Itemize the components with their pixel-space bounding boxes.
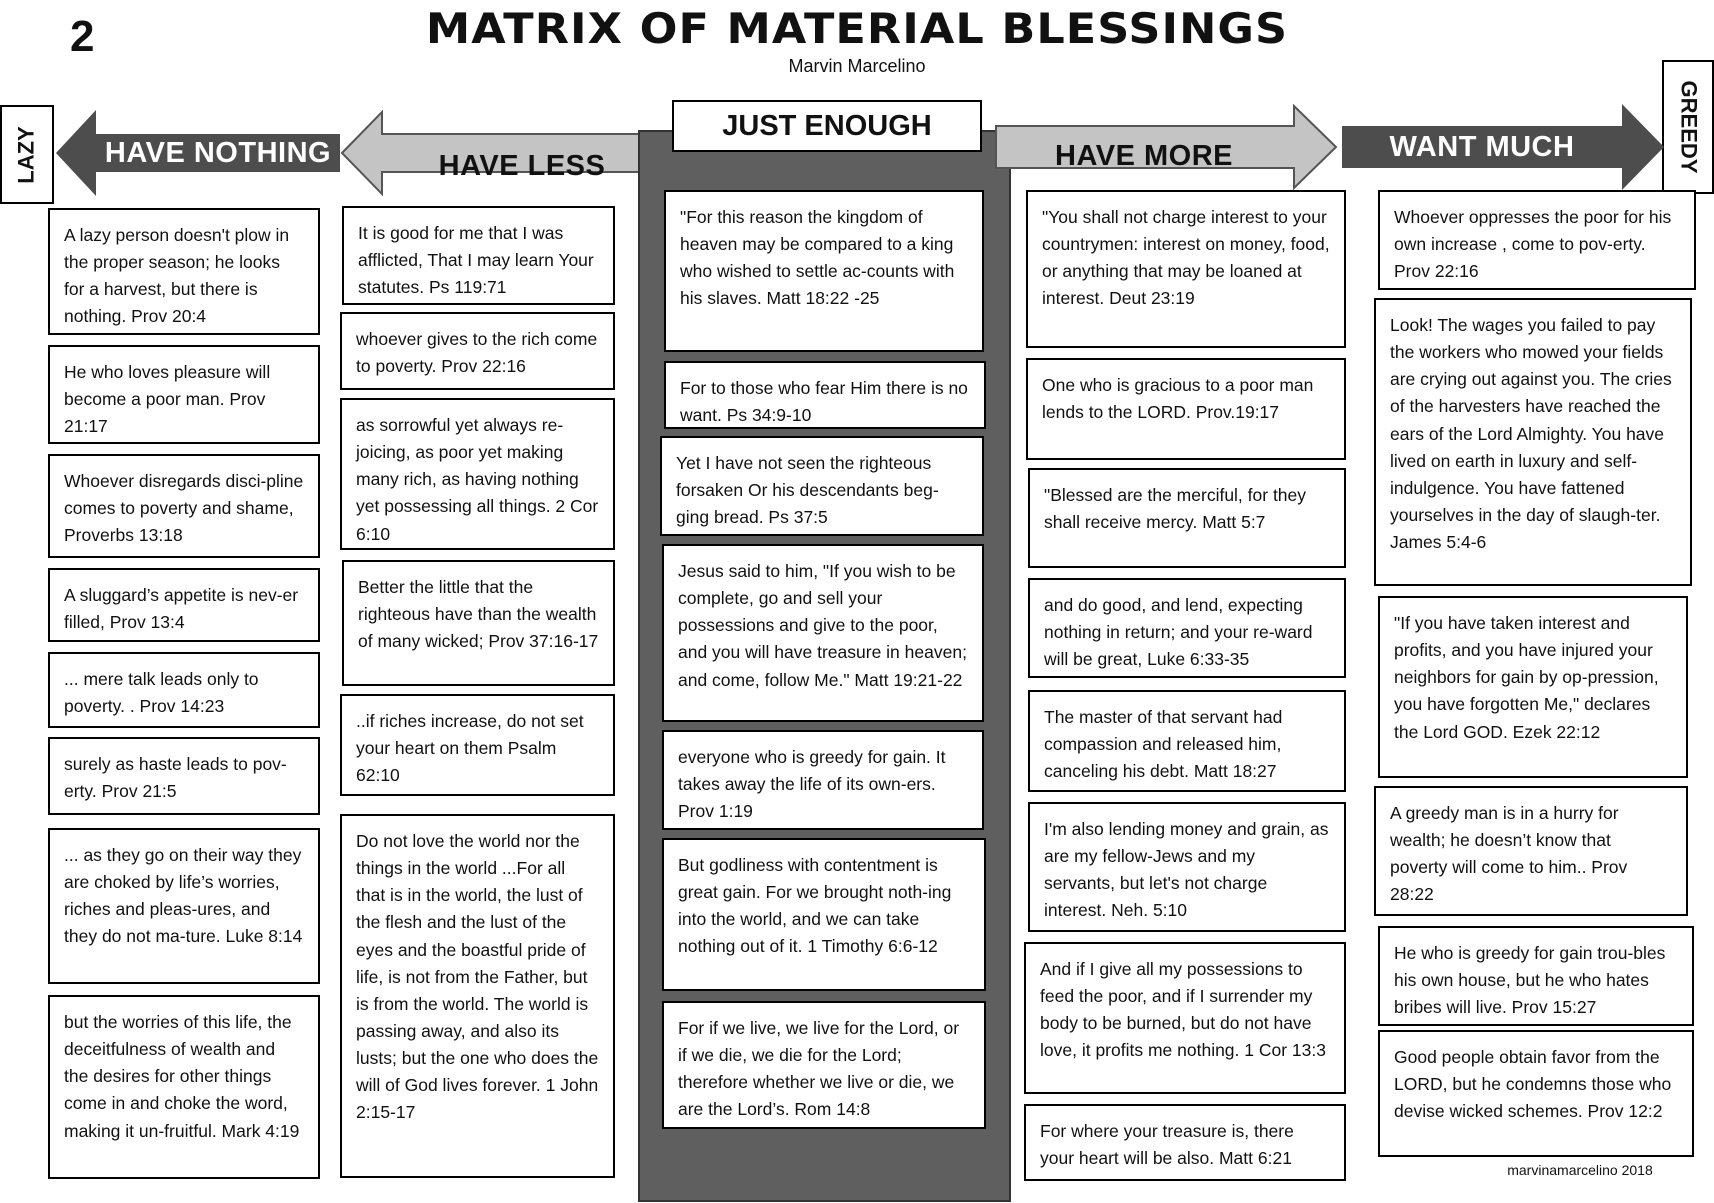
have-nothing-item: He who loves pleasure will become a poor man. Prov 21:17 [48, 345, 320, 444]
have-less-item: as sorrowful yet always re-joicing, as poor yet making many rich, as having nothing yet possessing all things. 2 Cor 6:10 [340, 398, 615, 550]
just-enough-item: For to those who fear Him there is no want. Ps 34:9-10 [664, 361, 986, 429]
have-nothing-item: surely as haste leads to pov-erty. Prov 21:5 [48, 737, 320, 815]
have-nothing-item: A lazy person doesn't plow in the proper season; he looks for a harvest, but there is nothing. Prov 20:4 [48, 208, 320, 335]
have-less-item: ..if riches increase, do not set your heart on them Psalm 62:10 [340, 694, 615, 796]
just-enough-item: "For this reason the kingdom of heaven may be compared to a king who wished to settle ac-counts with his slaves. Matt 18:22 -25 [664, 190, 984, 352]
want-much-item: Whoever oppresses the poor for his own increase , come to pov-erty. Prov 22:16 [1378, 190, 1696, 290]
have-nothing-item: ... as they go on their way they are choked by life’s worries, riches and pleas-ures, and they do not ma-ture. Luke 8:14 [48, 828, 320, 984]
just-enough-item: everyone who is greedy for gain. It takes away the life of its own-ers. Prov 1:19 [662, 730, 984, 830]
just-enough-item: Jesus said to him, "If you wish to be complete, go and sell your possessions and give to the poor, and you will have treasure in heaven; and come, follow Me." Matt 19:21-22 [662, 544, 984, 722]
want-much-arrow [1342, 104, 1664, 190]
have-nothing-item: Whoever disregards disci-pline comes to poverty and shame, Proverbs 13:18 [48, 454, 320, 558]
have-less-item: Do not love the world nor the things in the world ...For all that is in the world, the lust of the flesh and the lust of the eyes and the boastful pride of life, is not from the Father, but is from the world. The world is passing away, and also its lusts; but the one who does the will of God lives forever. 1 John 2:15-17 [340, 814, 615, 1178]
have-more-item: For where your treasure is, there your heart will be also. Matt 6:21 [1024, 1104, 1346, 1181]
credit-text: marvinamarcelino 2018 [1507, 1162, 1653, 1178]
have-less-header: HAVE LESS [438, 149, 606, 182]
have-less-item: Better the little that the righteous have than the wealth of many wicked; Prov 37:16-17 [342, 560, 615, 686]
have-nothing-item: but the worries of this life, the deceitfulness of wealth and the desires for other things come in and choke the word, making it un-fruitful. Mark 4:19 [48, 995, 320, 1179]
have-less-item: It is good for me that I was afflicted, That I may learn Your statutes. Ps 119:71 [342, 206, 615, 305]
have-more-item: and do good, and lend, expecting nothing in return; and your re-ward will be great, Luke 6:33-35 [1028, 578, 1346, 678]
have-more-item: I'm also lending money and grain, as are my fellow-Jews and my servants, but let's not charge interest. Neh. 5:10 [1028, 802, 1346, 932]
have-more-item: "Blessed are the merciful, for they shall receive mercy. Matt 5:7 [1028, 468, 1346, 568]
just-enough-item: Yet I have not seen the righteous forsaken Or his descendants beg-ging bread. Ps 37:5 [660, 436, 984, 536]
have-more-header: HAVE MORE [1055, 139, 1233, 172]
want-much-item: Good people obtain favor from the LORD, but he condemns those who devise wicked schemes. Prov 12:2 [1378, 1030, 1694, 1157]
have-more-item: "You shall not charge interest to your countrymen: interest on money, food, or anything that may be loaned at interest. Deut 23:19 [1026, 190, 1346, 348]
page-title: MATRIX OF MATERIAL BLESSINGS [425, 4, 1289, 53]
greedy-label: GREEDY [1662, 60, 1714, 194]
just-enough-header: JUST ENOUGH [672, 100, 982, 152]
have-more-arrow [994, 104, 1338, 190]
want-much-item: A greedy man is in a hurry for wealth; he doesn’t know that poverty will come to him.. Prov 28:22 [1374, 786, 1688, 916]
lazy-label: LAZY [0, 105, 54, 204]
have-less-arrow [340, 110, 662, 196]
have-nothing-header: HAVE NOTHING [104, 136, 332, 169]
have-more-item: And if I give all my possessions to feed the poor, and if I surrender my body to be burned, but do not have love, it profits me nothing. 1 Cor 13:3 [1024, 942, 1346, 1094]
author: Marvin Marcelino [788, 56, 926, 76]
just-enough-item: For if we live, we live for the Lord, or if we die, we die for the Lord; therefore whether we live or die, we are the Lord’s. Rom 14:8 [662, 1001, 986, 1129]
have-nothing-item: ... mere talk leads only to poverty. . Prov 14:23 [48, 652, 320, 728]
want-much-item: He who is greedy for gain trou-bles his own house, but he who hates bribes will live. Prov 15:27 [1378, 926, 1694, 1026]
just-enough-item: But godliness with contentment is great gain. For we brought noth-ing into the world, and we can take nothing out of it. 1 Timothy 6:6-12 [662, 838, 986, 991]
have-nothing-item: A sluggard’s appetite is nev-er filled, Prov 13:4 [48, 568, 320, 642]
have-more-item: One who is gracious to a poor man lends to the LORD. Prov.19:17 [1026, 358, 1346, 460]
want-much-item: Look! The wages you failed to pay the workers who mowed your fields are crying out against you. The cries of the harvesters have reached the ears of the Lord Almighty. You have lived on earth in luxury and self-indulgence. You have fattened yourselves in the day of slaugh-ter. James 5:4-6 [1374, 298, 1692, 586]
have-nothing-arrow [56, 110, 340, 196]
want-much-item: "If you have taken interest and profits, and you have injured your neighbors for gain by op-pression, you have forgotten Me," declares the Lord GOD. Ezek 22:12 [1378, 596, 1688, 778]
want-much-header: WANT MUCH [1389, 130, 1575, 163]
have-less-item: whoever gives to the rich come to poverty. Prov 22:16 [340, 312, 615, 390]
page-number: 2 [70, 12, 95, 61]
have-more-item: The master of that servant had compassion and released him, canceling his debt. Matt 18:27 [1028, 690, 1346, 792]
